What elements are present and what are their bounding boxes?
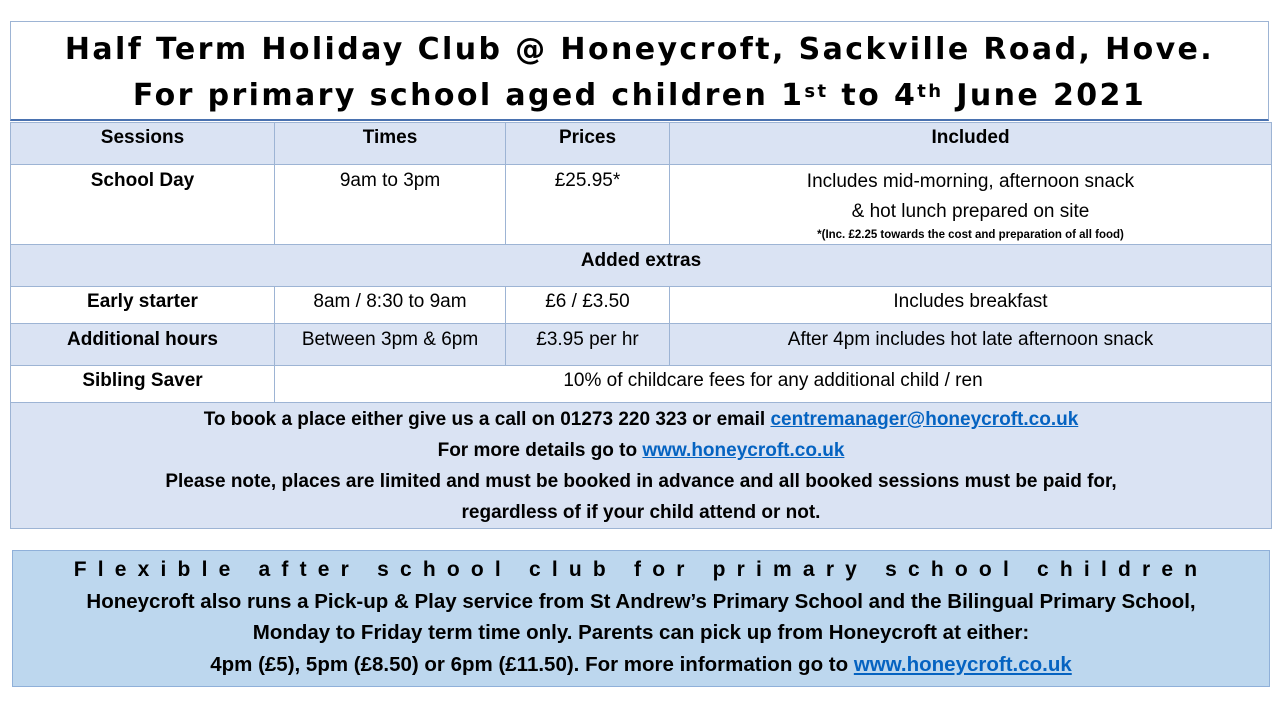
sibling-saver-detail: 10% of childcare fees for any additional child / ren [275,366,1272,403]
after-school-box [12,550,1270,687]
header-included: Included [670,123,1272,165]
subtitle-suffix: June 2021 [943,78,1147,113]
booking-details-text: For more details go to [437,440,643,461]
booking-note-line1: Please note, places are limited and must be booked in advance and all booked sessions must be paid for, [165,471,1117,492]
after-school-line2: Monday to Friday term time only. Parents can pick up from Honeycroft at either: [252,621,1030,644]
sibling-saver-session: Sibling Saver [11,366,275,403]
early-starter-price: £6 / £3.50 [506,287,670,324]
booking-line2 [11,435,1271,466]
booking-info [11,403,1272,529]
school-day-price: £25.95* [506,165,670,245]
table-row-sibling-saver [11,366,1272,403]
school-day-included-line1: Includes mid-morning, afternoon snack [806,171,1135,192]
school-day-footnote: *(Inc. £2.25 towards the cost and preparation of all food) [817,229,1124,241]
email-link[interactable]: centremanager@honeycroft.co.uk [770,409,1079,430]
table-row-school-day [11,165,1272,245]
additional-hours-times: Between 3pm & 6pm [275,324,506,366]
early-starter-times: 8am / 8:30 to 9am [275,287,506,324]
after-school-website-link[interactable]: www.honeycroft.co.uk [853,653,1072,676]
website-link[interactable]: www.honeycroft.co.uk [642,440,845,461]
subtitle-mid: to 4 [828,78,918,113]
page-subtitle [11,74,1268,118]
table-row-booking [11,403,1272,529]
additional-hours-included: After 4pm includes hot late afternoon snack [670,324,1272,366]
header-times: Times [275,123,506,165]
additional-hours-price: £3.95 per hr [506,324,670,366]
school-day-session: School Day [11,165,275,245]
page-title: Half Term Holiday Club @ Honeycroft, Sackville Road, Hove. [64,32,1215,67]
after-school-line1: Honeycroft also runs a Pick-up & Play service from St Andrew’s Primary School and the Bilingual Primary School, [86,590,1196,613]
early-starter-session: Early starter [11,287,275,324]
booking-line1 [11,404,1271,435]
additional-hours-session: Additional hours [11,324,275,366]
table-row-additional-hours [11,324,1272,366]
school-day-times: 9am to 3pm [275,165,506,245]
early-starter-included: Includes breakfast [670,287,1272,324]
after-school-prices-text: 4pm (£5), 5pm (£8.50) or 6pm (£11.50). For more information go to [210,653,854,676]
subtitle-sup-st: st [804,81,829,102]
table-row-early-starter [11,287,1272,324]
subtitle-prefix: For primary school aged children 1 [132,78,805,113]
booking-note-line2: regardless of if your child attend or not. [461,502,821,523]
booking-call-text: To book a place either give us a call on 01273 220 323 or email [203,409,771,430]
table-row-added-extras [11,245,1272,287]
after-school-title: Flexible after school club for primary school children [73,558,1209,581]
sessions-table [10,122,1272,529]
title-box [10,21,1269,121]
school-day-included [670,165,1272,245]
added-extras-label: Added extras [11,245,1272,287]
after-school-line3 [13,649,1269,680]
header-sessions: Sessions [11,123,275,165]
header-prices: Prices [506,123,670,165]
table-header-row [11,123,1272,165]
school-day-included-line2: & hot lunch prepared on site [851,201,1090,222]
subtitle-sup-th: th [917,81,944,102]
